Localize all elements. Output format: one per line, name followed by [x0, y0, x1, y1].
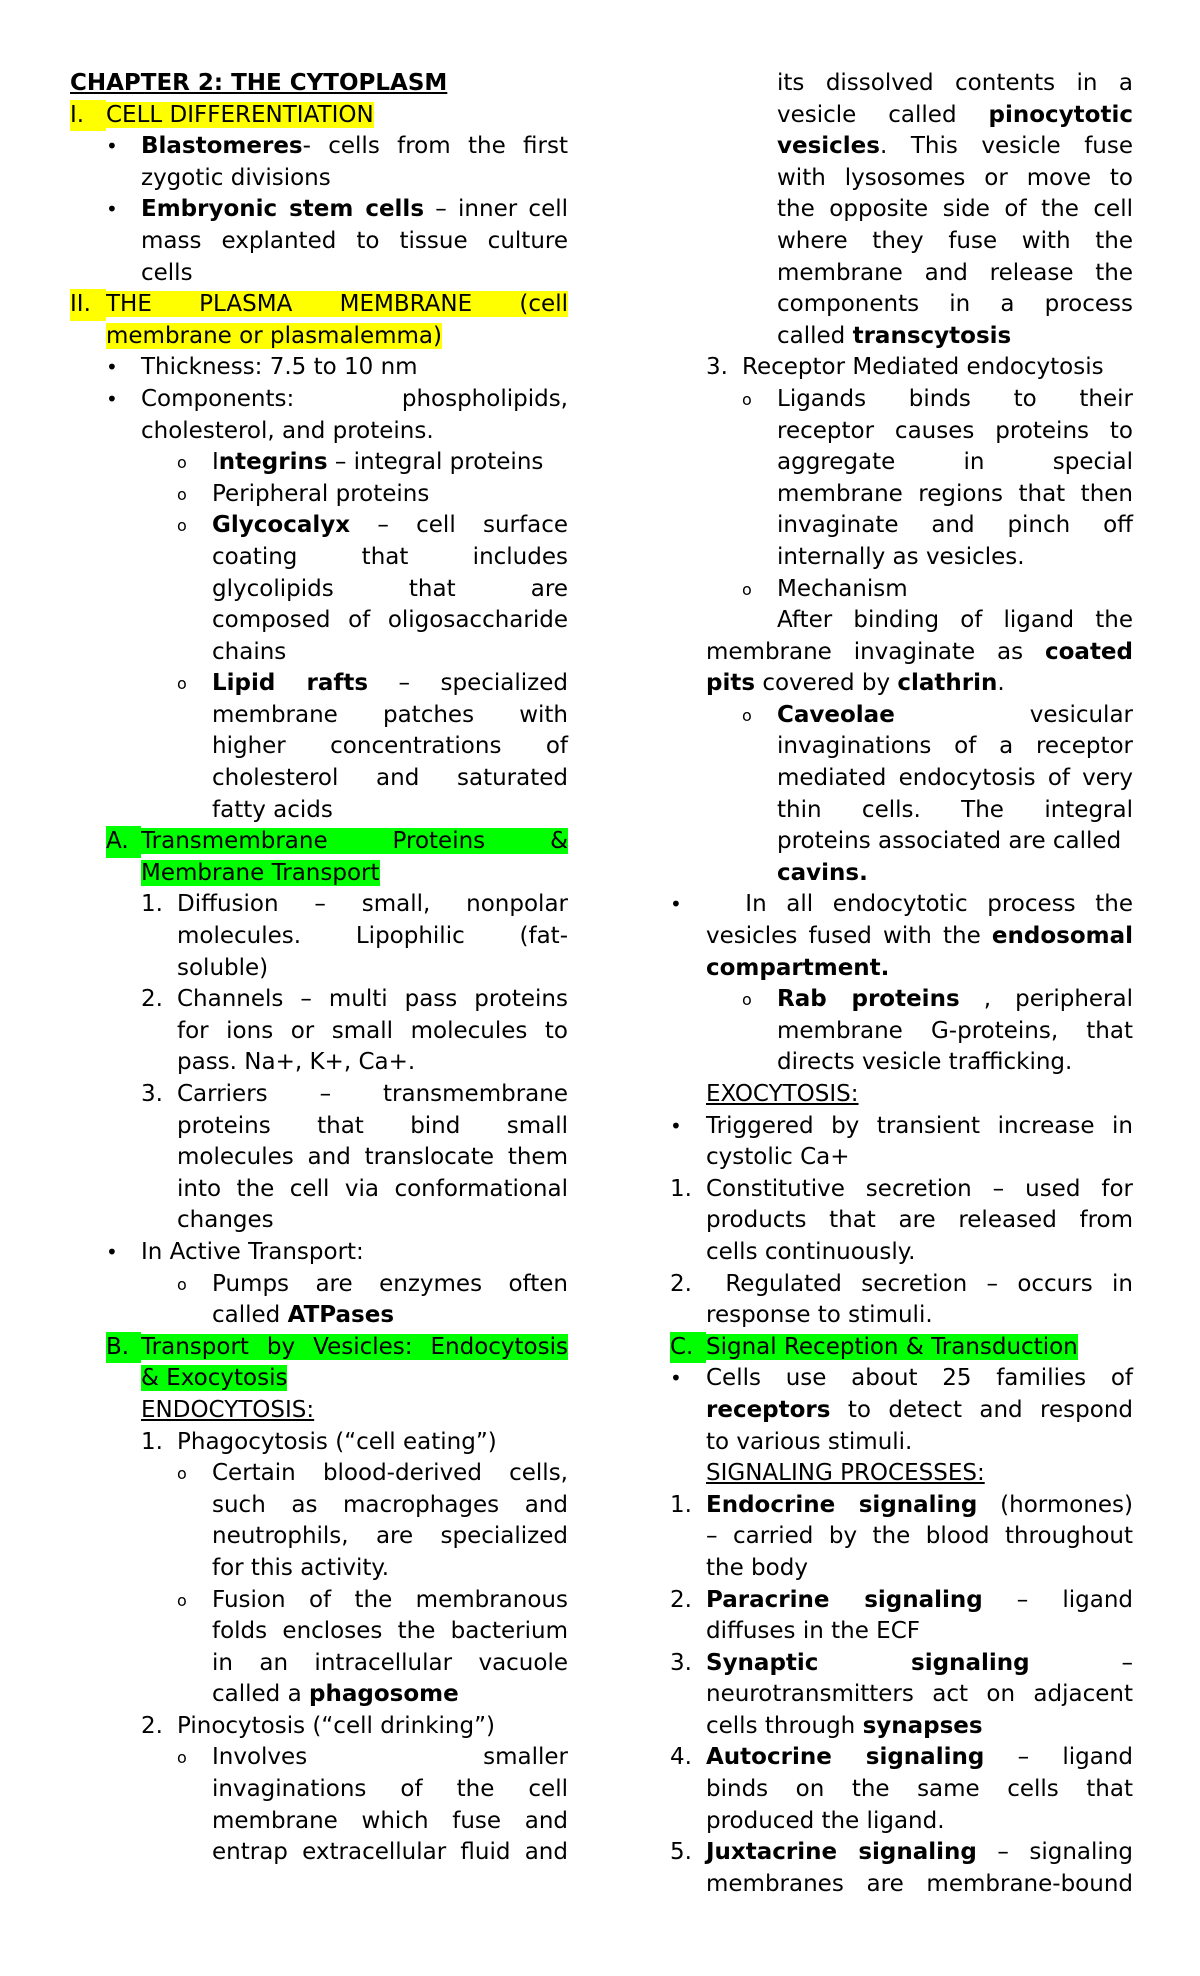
circle-bullet-icon: o: [177, 453, 187, 473]
text-line: [670, 1742, 1133, 1774]
line-text: Fusion of the membranous: [212, 1586, 568, 1613]
line-text: aggregate in special: [777, 449, 1133, 476]
text-line: [706, 1458, 1133, 1490]
bullet-icon: •: [106, 1239, 118, 1264]
bold-term: Autocrine signaling: [706, 1744, 985, 1771]
bold-term: CHAPTER 2: THE CYTOPLASM: [70, 70, 448, 96]
text-line: [670, 1111, 1133, 1143]
list-marker: 2.: [670, 1270, 692, 1297]
text-line: [706, 447, 1133, 479]
text-line: [70, 1079, 568, 1111]
line-text: membrane patches with: [212, 701, 568, 728]
text-line: [706, 321, 1133, 353]
line-text: Membrane Transport: [141, 859, 380, 886]
text-line: [70, 68, 568, 100]
bold-term: synapses: [862, 1712, 983, 1739]
text-line: [70, 1332, 568, 1364]
line-text: EXOCYTOSIS:: [706, 1081, 859, 1107]
circle-bullet-icon: o: [177, 1274, 187, 1294]
text-line: [706, 1711, 1133, 1743]
line-text: its dissolved contents in a: [777, 70, 1133, 96]
text-line: [706, 352, 1133, 384]
text-line: [706, 1616, 1133, 1648]
bold-term: Blastomeres: [141, 133, 303, 160]
text-line: [706, 258, 1133, 290]
bullet-icon: •: [106, 197, 118, 222]
text-line: [70, 416, 568, 448]
line-text: zygotic divisions: [141, 164, 331, 191]
text-line: [670, 1490, 1133, 1522]
line-text: . This vesicle fuse: [879, 133, 1133, 160]
line-text: , peripheral: [959, 986, 1133, 1013]
bold-term: endosomal: [991, 923, 1133, 950]
line-text: invaginations of the cell: [212, 1776, 568, 1803]
list-marker: 3.: [706, 354, 728, 381]
text-line: [70, 574, 568, 606]
text-line: [70, 1047, 568, 1079]
text-line: [70, 1490, 568, 1522]
text-line: [70, 1174, 568, 1206]
line-text: – carried by the blood throughout: [706, 1523, 1133, 1550]
line-text: to various stimuli.: [706, 1428, 913, 1455]
text-line: [70, 163, 568, 195]
bullet-icon: •: [106, 355, 118, 380]
text-line: [70, 1742, 568, 1774]
line-text: molecules and translocate them: [177, 1144, 568, 1171]
text-line: [70, 1269, 568, 1301]
text-line: [70, 1585, 568, 1617]
line-text: composed of oligosaccharide: [212, 607, 568, 634]
text-line: [706, 510, 1133, 542]
line-text: cells through: [706, 1712, 863, 1739]
line-text: fatty acids: [212, 796, 333, 823]
text-line: [70, 1837, 568, 1869]
line-text: pass. Na+, K+, Ca+.: [177, 1049, 416, 1076]
text-line: [70, 226, 568, 258]
line-text: coating that includes: [212, 543, 568, 570]
line-text: Receptor Mediated endocytosis: [742, 354, 1104, 381]
text-line: [706, 826, 1133, 858]
line-text: Mechanism: [777, 575, 908, 602]
line-text: – signaling: [976, 1839, 1133, 1866]
bold-term: clathrin: [897, 670, 998, 697]
text-line: [706, 226, 1133, 258]
line-text: neutrophils, are specialized: [212, 1523, 568, 1550]
line-text: cells: [141, 259, 193, 286]
text-line: [670, 1585, 1133, 1617]
text-line: [70, 1111, 568, 1143]
text-line: [706, 1237, 1133, 1269]
circle-bullet-icon: o: [742, 705, 752, 725]
line-text: chains: [212, 638, 287, 665]
text-line: [70, 289, 568, 321]
text-line: [670, 1837, 1133, 1869]
text-line: [706, 731, 1133, 763]
text-line: [70, 321, 568, 353]
line-text: proteins that bind small: [177, 1112, 568, 1139]
text-line: [706, 131, 1133, 163]
line-text: changes: [177, 1207, 274, 1234]
text-line: [70, 1616, 568, 1648]
text-line: [70, 953, 568, 985]
line-text: diffuses in the ECF: [706, 1618, 920, 1645]
text-line: [70, 795, 568, 827]
line-text: SIGNALING PROCESSES:: [706, 1460, 985, 1487]
text-line: [70, 1016, 568, 1048]
text-line: [70, 637, 568, 669]
list-marker: II.: [70, 289, 106, 321]
line-text: After binding of ligand the: [777, 607, 1133, 634]
text-line: [706, 1047, 1133, 1079]
text-line: [70, 1553, 568, 1585]
text-line: [670, 1332, 1133, 1364]
line-text: – integral proteins: [327, 449, 544, 476]
list-marker: 1.: [141, 891, 163, 918]
right-column: [670, 68, 1133, 1900]
line-text: neurotransmitters act on adjacent: [706, 1681, 1133, 1708]
bold-term: phagosome: [309, 1681, 459, 1708]
text-line: [670, 1363, 1133, 1395]
text-line: [70, 1237, 568, 1269]
text-line: [70, 542, 568, 574]
text-line: [706, 1806, 1133, 1838]
line-text: –: [1029, 1649, 1133, 1676]
line-text: Pumps are enzymes often: [212, 1270, 568, 1297]
text-line: [706, 984, 1133, 1016]
text-line: [706, 1553, 1133, 1585]
bullet-icon: •: [106, 386, 118, 411]
list-marker: I.: [70, 100, 106, 132]
text-line: [70, 1142, 568, 1174]
line-text: higher concentrations of: [212, 733, 568, 760]
line-text: membranes are membrane-bound: [706, 1870, 1133, 1897]
bold-term: pits: [706, 670, 756, 697]
line-text: internally as vesicles.: [777, 543, 1025, 570]
line-text: with lysosomes or move to: [777, 164, 1133, 191]
line-text: into the cell via conformational: [177, 1175, 568, 1202]
text-line: [706, 194, 1133, 226]
line-text: such as macrophages and: [212, 1491, 568, 1518]
text-line: [706, 100, 1133, 132]
line-text: products that are released from: [706, 1207, 1133, 1234]
line-text: the opposite side of the cell: [777, 196, 1133, 223]
text-line: [70, 1521, 568, 1553]
bold-term: cavins.: [777, 859, 868, 886]
line-text: – cell surface: [350, 512, 568, 539]
text-line: [70, 1648, 568, 1680]
line-text: cholesterol, and proteins.: [141, 417, 434, 444]
circle-bullet-icon: o: [177, 1590, 187, 1610]
list-marker: 4.: [670, 1744, 692, 1771]
text-line: [706, 1016, 1133, 1048]
line-text: invaginate and pinch off: [777, 512, 1133, 539]
text-line: [70, 1711, 568, 1743]
line-text: membrane G-proteins, that: [777, 1017, 1133, 1044]
text-line: [706, 1395, 1133, 1427]
text-line: [70, 700, 568, 732]
line-text: Involves smaller: [212, 1744, 568, 1771]
text-line: [70, 479, 568, 511]
line-text: – ligand: [982, 1586, 1133, 1613]
text-line: [706, 416, 1133, 448]
line-text: vesicles fused with the: [706, 923, 992, 950]
list-marker: 1.: [670, 1491, 692, 1518]
list-marker: 2.: [141, 1712, 163, 1739]
circle-bullet-icon: o: [742, 990, 752, 1010]
line-text: membrane and release the: [777, 259, 1133, 286]
line-text: proteins associated are called: [777, 828, 1122, 855]
text-line: [70, 131, 568, 163]
bold-term: compartment.: [706, 954, 890, 981]
text-line: [70, 384, 568, 416]
line-text: .: [997, 670, 1005, 697]
text-line: [706, 953, 1133, 985]
text-line: [706, 668, 1133, 700]
text-line: [70, 858, 568, 890]
line-text: Peripheral proteins: [212, 480, 430, 507]
circle-bullet-icon: o: [177, 484, 187, 504]
line-text: membrane invaginate as: [706, 638, 1045, 665]
text-line: [70, 1774, 568, 1806]
bold-term: Endocrine signaling: [706, 1491, 978, 1518]
line-text: membrane or plasmalemma): [106, 322, 442, 349]
list-marker: 1.: [670, 1175, 692, 1202]
list-marker: C.: [670, 1332, 706, 1364]
line-text: Phagocytosis (“cell eating”): [177, 1428, 497, 1455]
line-text: Transport by Vesicles: Endocytosis: [141, 1333, 568, 1360]
line-text: Carriers – transmembrane: [177, 1081, 568, 1107]
bold-term: ATPases: [287, 1302, 395, 1329]
text-line: [706, 605, 1133, 637]
line-text: Channels – multi pass proteins: [177, 986, 568, 1013]
line-text: called a: [212, 1681, 309, 1708]
text-line: [706, 542, 1133, 574]
line-text: Cells use about 25 families of: [706, 1365, 1133, 1392]
bold-term: Synaptic signaling: [706, 1649, 1030, 1676]
line-text: I: [212, 449, 219, 476]
text-line: [706, 479, 1133, 511]
line-text: response to stimuli.: [706, 1302, 933, 1329]
line-text: components in a process: [777, 291, 1133, 318]
text-line: [70, 194, 568, 226]
list-marker: 5.: [670, 1839, 692, 1866]
text-line: [70, 100, 568, 132]
bold-term: Juxtacrine signaling: [706, 1839, 977, 1866]
line-text: – specialized: [368, 670, 568, 697]
line-text: mediated endocytosis of very: [777, 765, 1133, 792]
text-line: [706, 384, 1133, 416]
line-text: mass explanted to tissue culture: [141, 227, 568, 254]
line-text: the body: [706, 1554, 808, 1581]
text-line: [70, 984, 568, 1016]
line-text: entrap extracellular fluid and: [212, 1839, 568, 1866]
bold-term: Embryonic stem cells: [141, 196, 425, 223]
line-text: – ligand: [984, 1744, 1133, 1771]
text-line: [70, 1363, 568, 1395]
line-text: soluble): [177, 954, 269, 981]
text-line: [706, 858, 1133, 890]
text-line: [70, 605, 568, 637]
text-line: [706, 1205, 1133, 1237]
line-text: receptor causes proteins to: [777, 417, 1133, 444]
text-line: [706, 1079, 1133, 1111]
line-text: cells continuously.: [706, 1238, 916, 1265]
circle-bullet-icon: o: [742, 579, 752, 599]
text-line: [70, 1806, 568, 1838]
text-line: [706, 1679, 1133, 1711]
line-text: in an intracellular vacuole: [212, 1649, 568, 1676]
line-text: Transmembrane Proteins &: [141, 828, 568, 855]
text-line: [70, 1300, 568, 1332]
line-text: invaginations of a receptor: [777, 733, 1133, 760]
line-text: molecules. Lipophilic (fat-: [177, 923, 568, 950]
text-line: [706, 763, 1133, 795]
line-text: called: [212, 1302, 288, 1329]
text-line: [706, 921, 1133, 953]
text-line: [70, 731, 568, 763]
list-marker: 2.: [141, 986, 163, 1013]
text-line: [706, 1427, 1133, 1459]
list-marker: A.: [106, 826, 141, 858]
text-line: [70, 921, 568, 953]
text-line: [70, 826, 568, 858]
text-line: [70, 1395, 568, 1427]
line-text: where they fuse with the: [777, 227, 1133, 254]
line-text: Pinocytosis (“cell drinking”): [177, 1712, 495, 1739]
line-text: - cells from the first: [302, 133, 568, 160]
text-line: [70, 1458, 568, 1490]
text-line: [706, 163, 1133, 195]
text-line: [70, 668, 568, 700]
bold-term: receptors: [706, 1396, 831, 1423]
line-text: folds encloses the bacterium: [212, 1618, 568, 1645]
line-text: In all endocytotic process the: [706, 891, 1133, 918]
text-line: [70, 258, 568, 290]
line-text: ENDOCYTOSIS:: [141, 1396, 315, 1423]
text-line: [670, 1269, 1133, 1301]
circle-bullet-icon: o: [177, 674, 187, 694]
line-text: membrane regions that then: [777, 480, 1133, 507]
text-line: [70, 352, 568, 384]
text-line: [670, 1174, 1133, 1206]
bold-term: pinocytotic: [988, 101, 1133, 128]
line-text: THE PLASMA MEMBRANE (cell: [106, 291, 568, 318]
bold-term: Lipid rafts: [212, 670, 369, 697]
line-text: In Active Transport:: [141, 1238, 364, 1265]
text-line: [70, 763, 568, 795]
line-text: vesicular: [894, 701, 1133, 728]
line-text: produced the ligand.: [706, 1807, 945, 1834]
line-text: Diffusion – small, nonpolar: [177, 891, 568, 918]
bold-term: vesicles: [777, 133, 880, 160]
line-text: Triggered by transient increase in: [706, 1112, 1133, 1139]
line-text: Components: phospholipids,: [141, 385, 568, 412]
line-text: called: [777, 322, 853, 349]
bold-term: coated: [1044, 638, 1133, 665]
list-marker: 3.: [670, 1649, 692, 1676]
line-text: & Exocytosis: [141, 1365, 288, 1392]
text-line: [70, 1205, 568, 1237]
bold-term: Glycocalyx: [212, 512, 351, 539]
line-text: for this activity.: [212, 1554, 390, 1581]
line-text: Certain blood-derived cells,: [212, 1460, 568, 1487]
text-line: [706, 574, 1133, 606]
text-line: [70, 447, 568, 479]
text-line: [670, 1648, 1133, 1680]
bold-term: ntegrins: [218, 449, 328, 476]
text-line: [706, 700, 1133, 732]
text-line: [706, 1869, 1133, 1901]
line-text: Regulated secretion – occurs in: [706, 1270, 1133, 1297]
line-text: to detect and respond: [830, 1396, 1133, 1423]
bullet-icon: •: [106, 134, 118, 159]
line-text: vesicle called: [777, 101, 989, 128]
line-text: Signal Reception & Transduction: [706, 1333, 1078, 1360]
bold-term: transcytosis: [852, 322, 1012, 349]
text-line: [706, 68, 1133, 100]
bullet-icon: •: [670, 892, 682, 917]
list-marker: B.: [106, 1332, 141, 1364]
line-text: Constitutive secretion – used for: [706, 1175, 1133, 1202]
text-line: [706, 795, 1133, 827]
line-text: thin cells. The integral: [777, 796, 1133, 823]
line-text: cystolic Ca+: [706, 1144, 850, 1171]
line-text: (hormones): [977, 1491, 1133, 1518]
list-marker: 1.: [141, 1428, 163, 1455]
circle-bullet-icon: o: [177, 1748, 187, 1768]
line-text: cholesterol and saturated: [212, 765, 568, 792]
text-line: [706, 1300, 1133, 1332]
left-column: [70, 68, 568, 1869]
text-line: [706, 289, 1133, 321]
list-marker: 2.: [670, 1586, 692, 1613]
text-line: [706, 1142, 1133, 1174]
text-line: [70, 1427, 568, 1459]
text-line: [706, 1774, 1133, 1806]
text-line: [70, 889, 568, 921]
circle-bullet-icon: o: [177, 1464, 187, 1484]
bullet-icon: •: [670, 1113, 682, 1138]
line-text: covered by: [755, 670, 898, 697]
line-text: Thickness: 7.5 to 10 nm: [141, 354, 418, 381]
circle-bullet-icon: o: [742, 389, 752, 409]
line-text: CELL DIFFERENTIATION: [106, 101, 374, 128]
list-marker: 3.: [141, 1081, 163, 1107]
text-line: [670, 889, 1133, 921]
line-text: Ligands binds to their: [777, 385, 1133, 412]
line-text: binds on the same cells that: [706, 1776, 1133, 1803]
line-text: membrane which fuse and: [212, 1807, 568, 1834]
bold-term: Caveolae: [777, 701, 895, 728]
bold-term: Paracrine signaling: [706, 1586, 983, 1613]
line-text: glycolipids that are: [212, 575, 568, 602]
line-text: directs vesicle trafficking.: [777, 1049, 1073, 1076]
line-text: for ions or small molecules to: [177, 1017, 568, 1044]
bullet-icon: •: [670, 1366, 682, 1391]
circle-bullet-icon: o: [177, 516, 187, 536]
text-line: [70, 1679, 568, 1711]
bold-term: Rab proteins: [777, 986, 960, 1013]
text-line: [706, 637, 1133, 669]
line-text: – inner cell: [424, 196, 568, 223]
text-line: [706, 1521, 1133, 1553]
text-line: [70, 510, 568, 542]
